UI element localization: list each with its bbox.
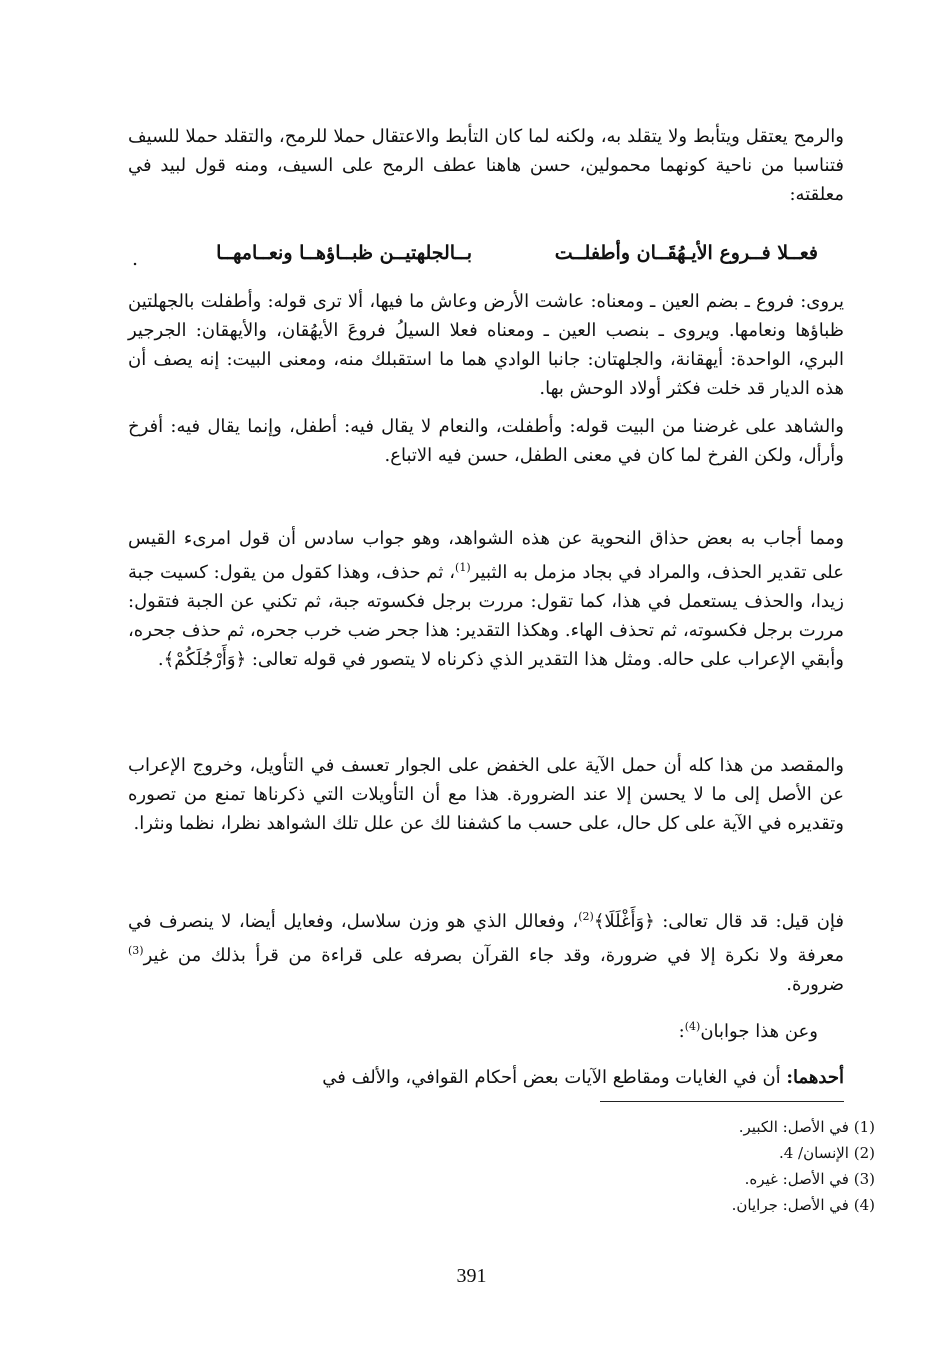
paragraph-8-text: أن في الغايات ومقاطع الآيات بعض أحكام القوافي، والألف في <box>322 1067 787 1088</box>
paragraph-6-text-c: ضرورة. <box>786 974 844 995</box>
paragraph-7-text-a: وعن هذا جوابان <box>700 1021 818 1042</box>
paragraph-2 <box>128 287 844 403</box>
paragraph-7 <box>128 1012 818 1046</box>
footnote-ref-4[interactable]: (4) <box>684 1020 701 1033</box>
verse-second-hemistich: بــالجلهتيــن ظبــاؤهــا ونعــامهــا <box>216 242 472 264</box>
footnote-ref-3[interactable]: (3) <box>128 944 144 957</box>
footnote-ref-1[interactable]: (1) <box>455 561 471 574</box>
paragraph-1 <box>128 122 844 209</box>
paragraph-3 <box>128 412 844 470</box>
footnote-divider <box>600 1101 844 1102</box>
paragraph-3-text: والشاهد على غرضنا من البيت قوله: وأطفلت، والنعام لا يقال فيه: أطفل، وإنما يقال فيه: أفرخ وأرأل، ولكن الفرخ لما كان في معنى الطفل، حسن فيه الاتباع. <box>128 416 844 466</box>
page-number: 391 <box>456 1265 487 1287</box>
paragraph-8 <box>128 1063 844 1092</box>
poetry-verse <box>128 238 844 274</box>
paragraph-5-text: والمقصد من هذا كله أن حمل الآية على الخفض على الجوار تعسف في التأويل، وخروج الإعراب عن الأصل إلى ما لا يحسن إلا عند الضرورة. هذا مع أن التأويلات التي ذكرناها تمنع من تصوره وتقديره في الآية على كل حال، على حسب ما كشفنا لك عن علل تلك الشواهد نظرا، نظما ونثرا. <box>128 755 845 834</box>
paragraph-2-text: يروى: فروع ـ بضم العين ـ ومعناه: عاشت الأرض وعاش ما فيها، ألا ترى قوله: وأطفلت بالجهلتين ظباؤها ونعامها. ويروى ـ بنصب العين ـ ومعناه فعلا السيلُ فروعَ الأيهُقان، والأيهقان: الجرجير البري، الواحدة: أيهقانة، والجلهتان: جانبا الوادي هما ما استقبلك منه، ومعنى البيت: إنه يصف أن هذه الديار قد خلت فكثر أولاد الوحش بها. <box>128 291 844 399</box>
verse-end-mark: . <box>132 248 139 270</box>
verse-first-hemistich: فعــلا فــروع الأيـهُقَــان وأطفلــت <box>554 242 818 264</box>
paragraph-1-text: والرمح يعتقل ويتأبط ولا يتقلد به، ولكنه لما كان التأبط والاعتقال حملا للرمح، والتقلد حملا للسيف فتناسبا من ناحية كونهما محمولين، حسن هاهنا عطف الرمح على السيف، ومنه قول لبيد في معلقته: <box>128 126 844 205</box>
paragraph-6 <box>128 902 844 999</box>
footnote-3: (3) في الأصل: غيره. <box>744 1170 875 1188</box>
footnote-ref-2[interactable]: (2) <box>578 910 594 923</box>
paragraph-4-text-a: ومما أجاب به بعض حذاق النحوية عن هذه الشواهد، وهو جواب سادس أن قول امرىء القيس على تقدير الحذف، والمراد في بجاد مزمل به الثبير <box>128 528 844 583</box>
footnote-1: (1) في الأصل: الكبير. <box>738 1118 875 1136</box>
paragraph-6-text-a: فإن قيل: قد قال تعالى: ﴿وَأَغْلَلَا﴾ <box>593 911 845 932</box>
footnotes <box>540 1114 875 1218</box>
paragraph-7-text-b: : <box>678 1021 685 1042</box>
footnote-4: (4) في الأصل: جرايان. <box>731 1196 875 1214</box>
paragraph-4 <box>128 524 844 674</box>
paragraph-8-lead: أحدهما: <box>786 1067 844 1088</box>
footnote-2: (2) الإنسان/ 4. <box>778 1144 875 1162</box>
paragraph-5 <box>128 751 844 838</box>
paragraph-6-text-b: ، وفعالل الذي هو وزن سلاسل، وفعايل أيضا، لا ينصرف في معرفة ولا نكرة إلا في ضرورة، وقد جاء القرآن بصرفه على قراءة من قرأ بذلك من غير <box>128 911 844 966</box>
paragraph-4-text-b: ، ثم حذف، وهذا كقول من يقول: كسيت جبة زيدا، والحذف يستعمل في هذا، كما تقول: مررت برجل فكسوته جبة، ثم تكني عن الجبة فتقول: مررت برجل فكسوته، ثم تحذف الهاء. وهكذا التقدير: هذا جحر ضب خرب جحره، ثم حذف جحره، وأبقي الإعراب على حاله. ومثل هذا التقدير الذي ذكرناه لا يتصور في قوله تعالى: ﴿وَأَرْجُلَكُمْ﴾. <box>128 562 844 670</box>
